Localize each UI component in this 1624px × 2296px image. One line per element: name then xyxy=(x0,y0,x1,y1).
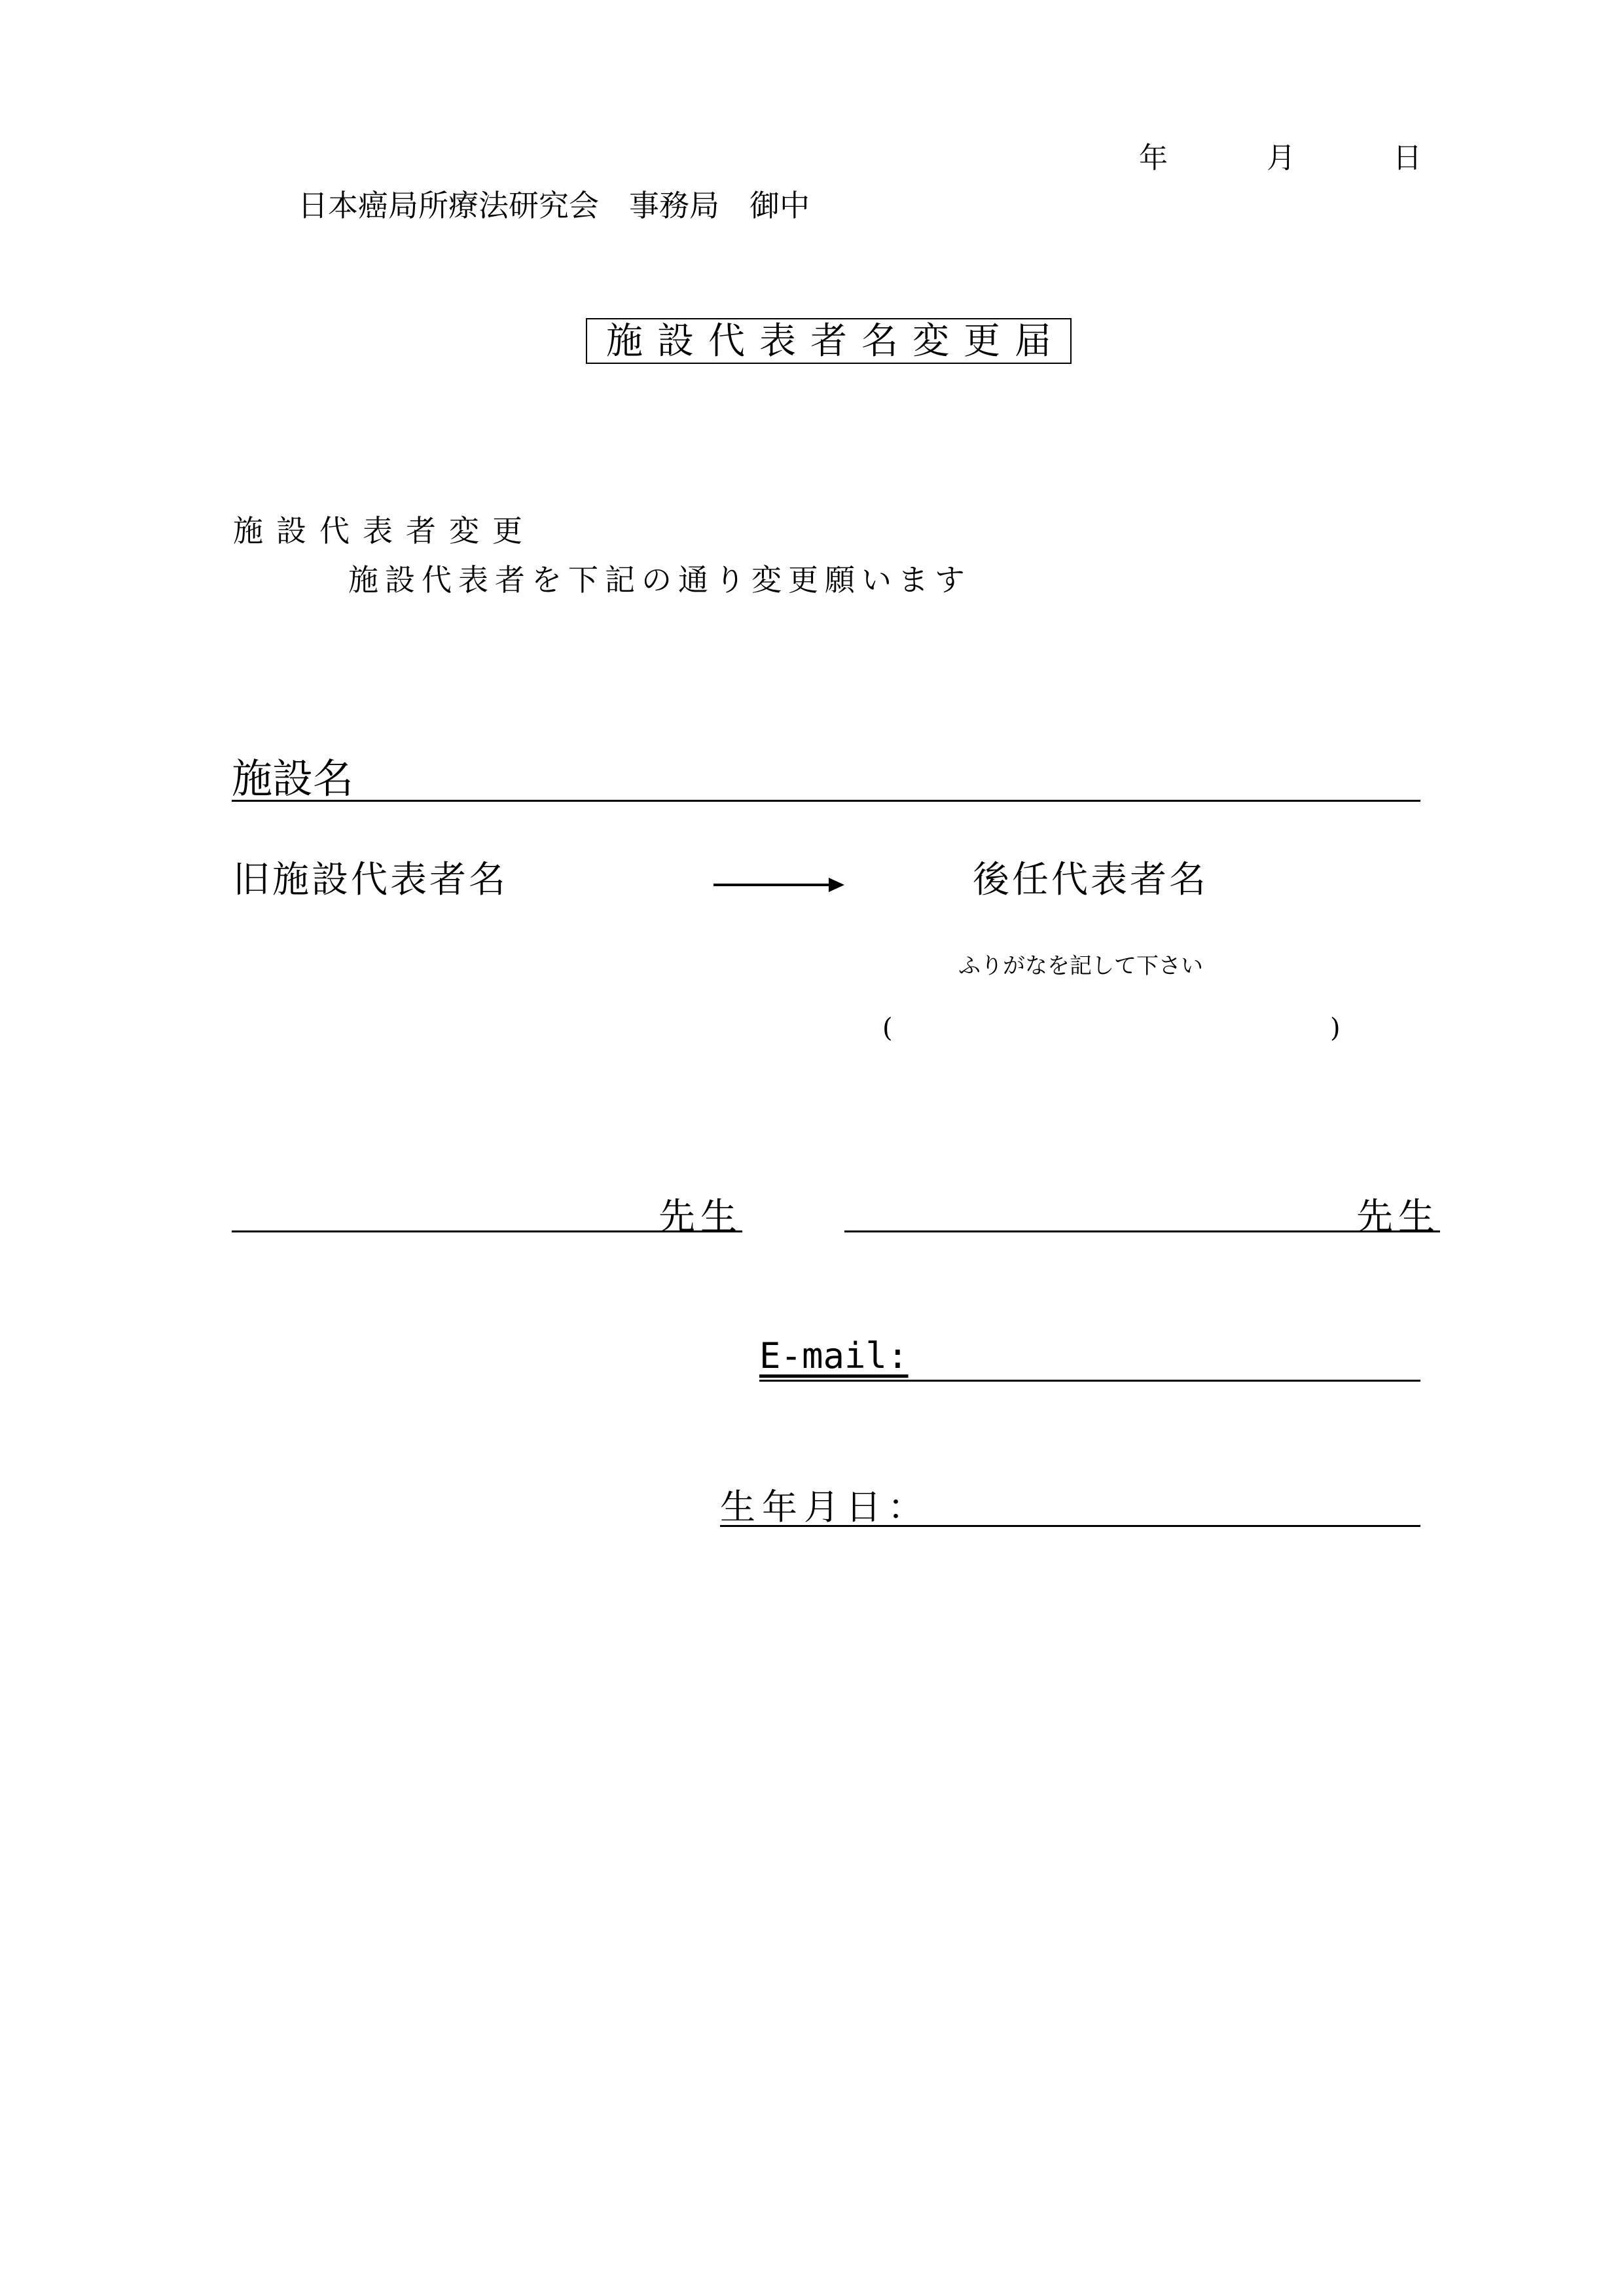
request-text: 施設代表者を下記の通り変更願います xyxy=(348,562,971,598)
old-representative-honorific: 先生 xyxy=(659,1196,742,1238)
facility-name-label: 施設名 xyxy=(232,755,354,802)
new-representative-name-field[interactable] xyxy=(844,1230,1440,1232)
birthdate-field[interactable] xyxy=(720,1525,1420,1527)
month-label: 月 xyxy=(1267,141,1295,175)
year-label: 年 xyxy=(1139,141,1168,175)
facility-name-field[interactable] xyxy=(232,800,1420,802)
furigana-paren-close: ) xyxy=(1330,1013,1341,1043)
new-representative-honorific: 先生 xyxy=(1356,1196,1440,1238)
email-label: E-mail: xyxy=(759,1335,909,1376)
furigana-note: ふりがなを記して下さい xyxy=(958,953,1203,979)
email-field[interactable] xyxy=(759,1380,1420,1382)
form-title: 施設代表者名変更届 xyxy=(606,320,1066,363)
section-heading: 施設代表者変更 xyxy=(233,513,535,548)
birthdate-label: 生年月日： xyxy=(720,1486,929,1528)
old-representative-label: 旧施設代表者名 xyxy=(233,859,508,901)
new-representative-label: 後任代表者名 xyxy=(973,859,1208,901)
furigana-paren-open: ( xyxy=(882,1013,893,1043)
day-label: 日 xyxy=(1393,141,1422,175)
arrow-right-icon xyxy=(713,876,844,894)
addressee: 日本癌局所療法研究会 事務局 御中 xyxy=(298,188,810,223)
form-title-box xyxy=(586,318,1072,364)
